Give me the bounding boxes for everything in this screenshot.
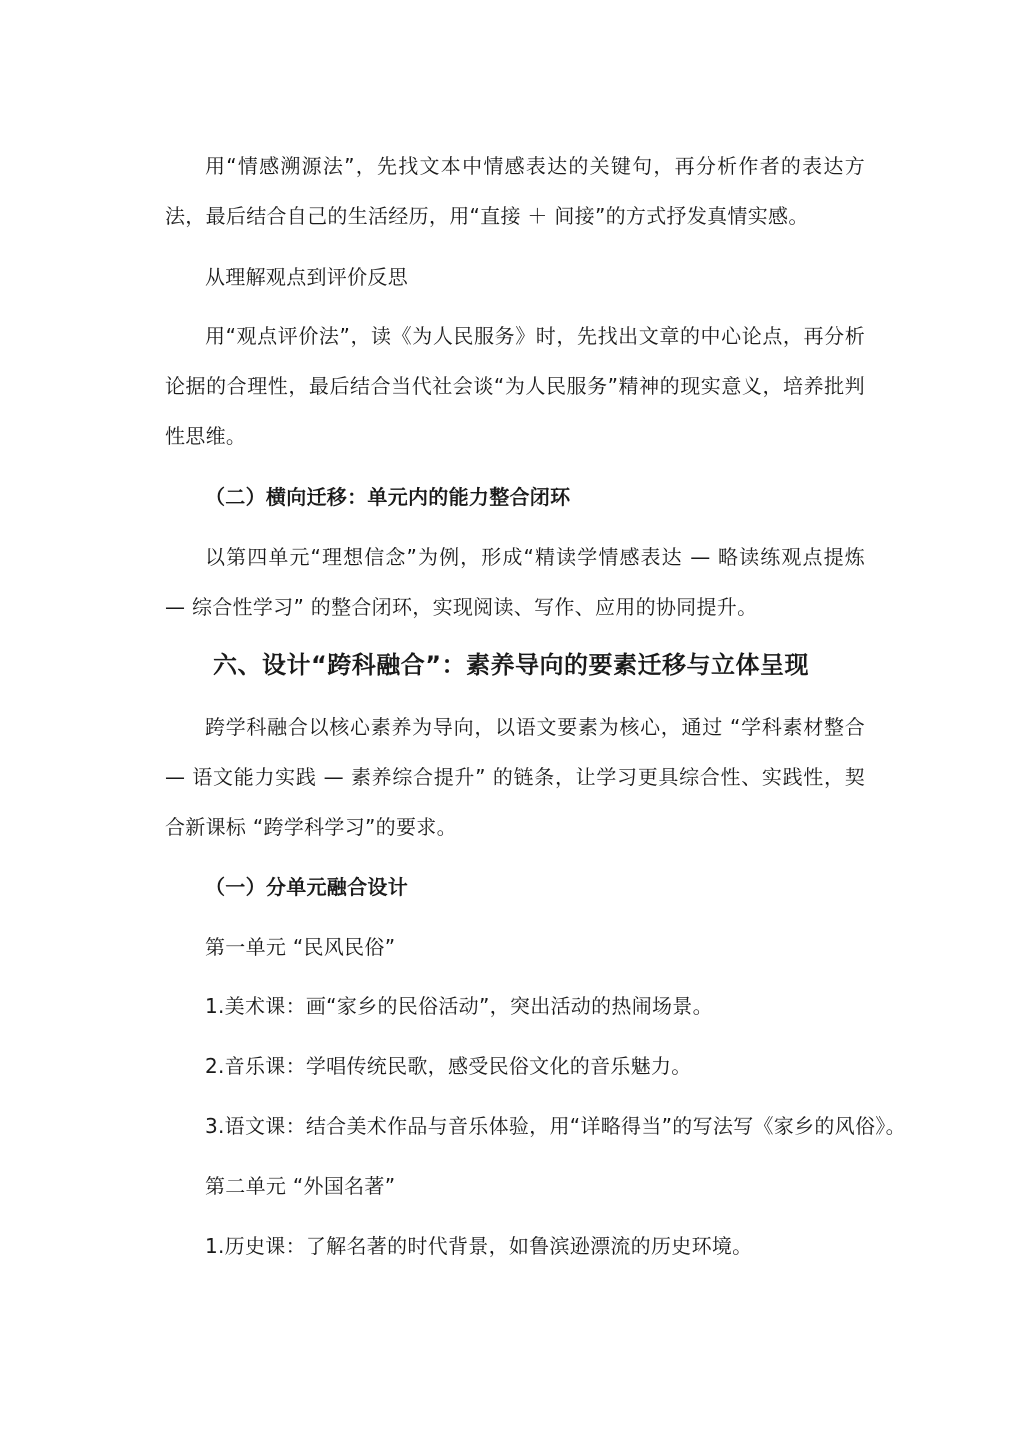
unit-one-item-music: 2.音乐课：学唱传统民歌，感受民俗文化的音乐魅力。 [205,1054,692,1078]
unit-one-title: 第一单元 “民风民俗” [205,935,396,959]
paragraph-emotion-tracing: 用“情感溯源法”，先找文本中情感表达的关键句，再分析作者的表达方法，最后结合自己的生活经历，用“直接 ＋ 间接”的方式抒发真情实感。 [165,154,865,228]
paragraph-understanding-to-evaluation: 从理解观点到评价反思 [205,265,408,289]
paragraph-cross-discipline-intro: 跨学科融合以核心素养为导向，以语文要素为核心，通过 “学科素材整合 — 语文能力实践 — 素养综合提升” 的链条，让学习更具综合性、实践性，契合新课标 “跨学科学习”的要求。 [165,715,865,839]
unit-one-item-chinese: 3.语文课：结合美术作品与音乐体验，用“详略得当”的写法写《家乡的风俗》。 [205,1114,906,1138]
section-heading-six: 六、设计“跨科融合”：素养导向的要素迁移与立体呈现 [213,651,810,679]
sub-heading-horizontal-transfer: （二）横向迁移：单元内的能力整合闭环 [205,485,571,509]
unit-two-title: 第二单元 “外国名著” [205,1174,396,1198]
paragraph-viewpoint-evaluation: 用“观点评价法”，读《为人民服务》时，先找出文章的中心论点，再分析论据的合理性，最后结合当代社会谈“为人民服务”精神的现实意义，培养批判性思维。 [165,324,865,448]
unit-two-item-history: 1.历史课：了解名著的时代背景，如鲁滨逊漂流的历史环境。 [205,1234,753,1258]
unit-one-item-art: 1.美术课：画“家乡的民俗活动”，突出活动的热闹场景。 [205,994,713,1018]
paragraph-unit-four-example: 以第四单元“理想信念”为例，形成“精读学情感表达 — 略读练观点提炼 — 综合性学习” 的整合闭环，实现阅读、写作、应用的协同提升。 [165,545,865,619]
sub-heading-unit-integration: （一）分单元融合设计 [205,875,408,899]
